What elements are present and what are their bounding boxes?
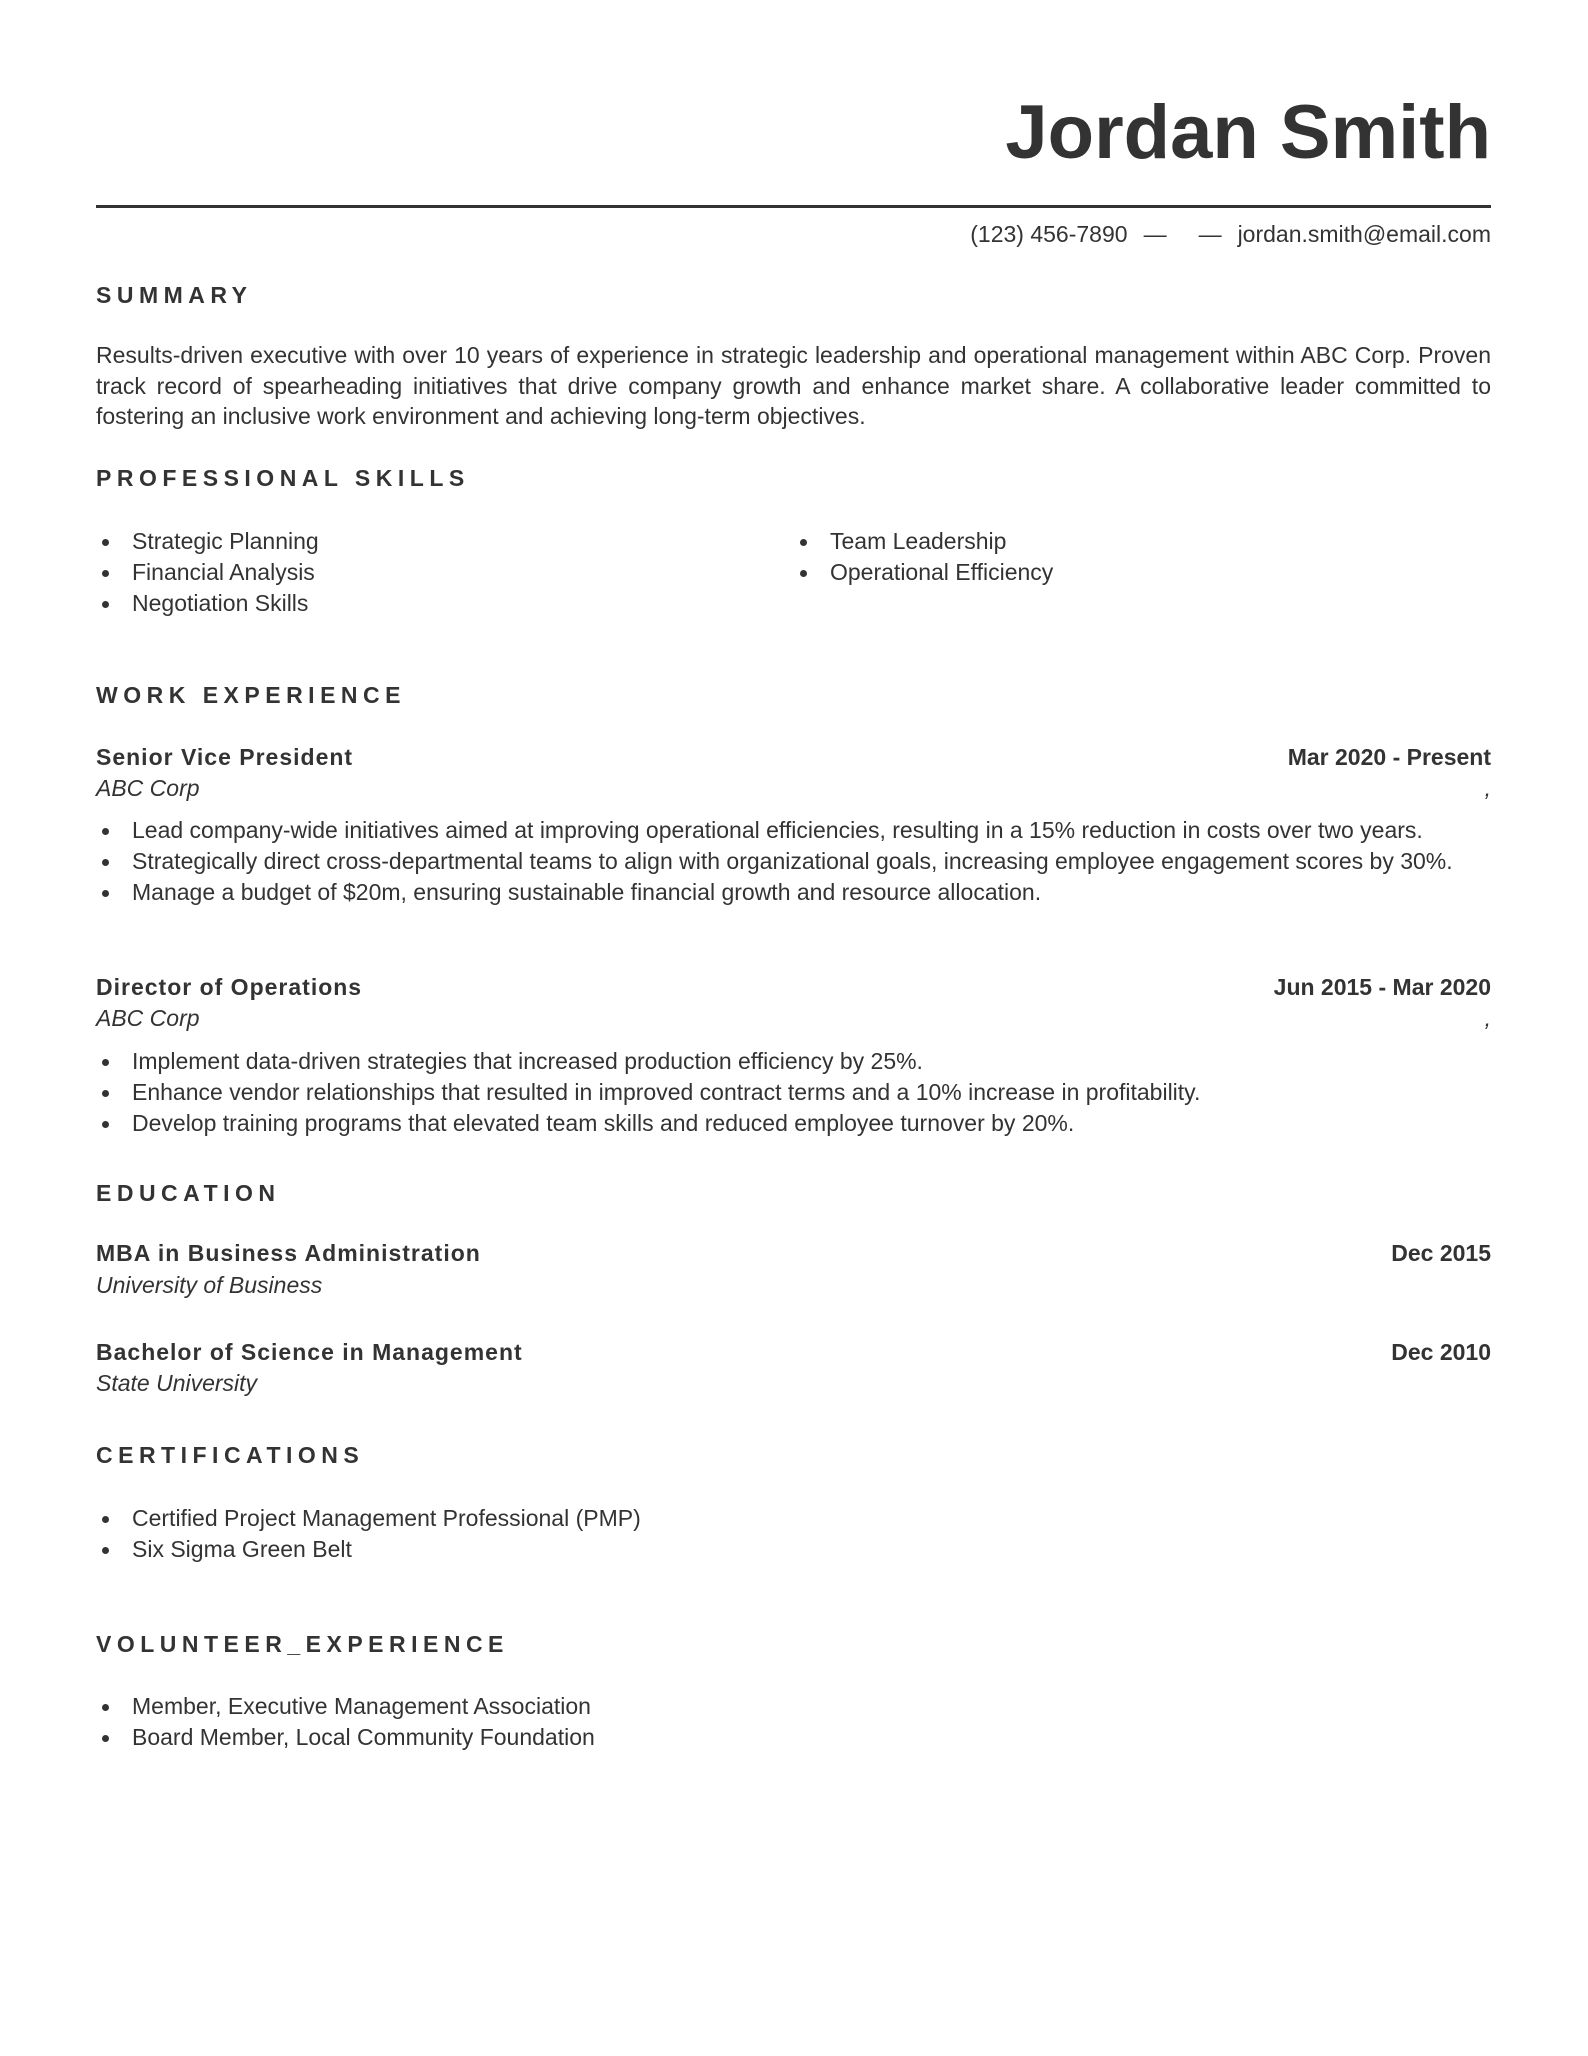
volunteer-item [96, 1722, 1491, 1753]
phone-number: (123) 456-7890 [970, 221, 1128, 247]
graduation-date: Dec 2015 [1391, 1240, 1491, 1266]
job-bullet [96, 1046, 1491, 1077]
education-subheader [96, 1270, 1491, 1300]
school-name: State University [96, 1370, 258, 1396]
job-dates: Mar 2020 - Present [1287, 744, 1491, 770]
education-subheader [96, 1368, 1491, 1398]
company-name: ABC Corp [96, 1005, 200, 1031]
skill-item [96, 557, 776, 588]
section-heading-volunteer: VOLUNTEER_EXPERIENCE [96, 1631, 509, 1657]
volunteer-item [96, 1691, 1491, 1722]
candidate-name: Jordan Smith [1005, 90, 1491, 175]
bullet-text: Manage a budget of $20m, ensuring sustainable financial growth and resource allocation. [132, 879, 1042, 905]
bullet-icon [102, 828, 109, 835]
education-header [96, 1337, 1491, 1367]
contact-line [970, 220, 1491, 248]
bullet-icon [800, 570, 807, 577]
job-bullet [96, 877, 1491, 908]
bullet-icon [102, 1735, 109, 1742]
graduation-date: Dec 2010 [1391, 1339, 1491, 1365]
degree-name: Bachelor of Science in Management [96, 1339, 523, 1365]
bullet-icon [102, 539, 109, 546]
email-address: jordan.smith@email.com [1237, 221, 1491, 247]
skill-item [96, 526, 776, 557]
contact-separator: — [1198, 221, 1222, 247]
skill-label: Strategic Planning [132, 528, 319, 554]
education-header [96, 1238, 1491, 1268]
section-heading-certifications: CERTIFICATIONS [96, 1442, 365, 1468]
skill-label: Negotiation Skills [132, 590, 309, 616]
job-dates: Jun 2015 - Mar 2020 [1273, 974, 1491, 1000]
bullet-icon [102, 1059, 109, 1066]
bullet-icon [102, 1516, 109, 1523]
bullet-text: Implement data-driven strategies that increased production efficiency by 25%. [132, 1048, 923, 1074]
job-title: Senior Vice President [96, 744, 354, 770]
skill-label: Team Leadership [830, 528, 1007, 554]
job-bullets [96, 815, 1491, 908]
bullet-icon [102, 570, 109, 577]
volunteer-label: Board Member, Local Community Foundation [132, 1724, 595, 1750]
job-subheader [96, 1003, 1491, 1033]
bullet-text: Enhance vendor relationships that resulted in improved contract terms and a 10% increase in profitability. [132, 1079, 1201, 1105]
bullet-text: Lead company-wide initiatives aimed at improving operational efficiencies, resulting in a 15% reduction in costs over two years. [132, 817, 1423, 843]
bullet-text: Develop training programs that elevated team skills and reduced employee turnover by 20%. [132, 1110, 1075, 1136]
summary-text: Results-driven executive with over 10 years of experience in strategic leadership and operational management within ABC Corp. Proven track record of spearheading initiatives that drive company growth and enhance market share. A collaborative leader committed to fostering an inclusive work environment and achieving long-term objectives. [96, 342, 1491, 429]
job-bullet [96, 1077, 1491, 1108]
header-divider [96, 205, 1491, 208]
job-bullet [96, 815, 1491, 846]
skill-item [794, 557, 1474, 588]
bullet-text: Strategically direct cross-departmental teams to align with organizational goals, increasing employee engagement scores by 30%. [132, 848, 1453, 874]
bullet-icon [102, 1090, 109, 1097]
certifications-list [96, 1503, 1491, 1565]
skill-item [794, 526, 1474, 557]
section-heading-education: EDUCATION [96, 1180, 281, 1206]
skills-list-column-1 [96, 526, 776, 619]
certification-label: Certified Project Management Professional (PMP) [132, 1505, 641, 1531]
job-header [96, 742, 1491, 772]
job-title: Director of Operations [96, 974, 363, 1000]
bullet-icon [102, 890, 109, 897]
skill-label: Operational Efficiency [830, 559, 1054, 585]
section-heading-skills: PROFESSIONAL SKILLS [96, 465, 470, 491]
contact-separator: — [1143, 221, 1167, 247]
job-header [96, 972, 1491, 1002]
company-name: ABC Corp [96, 775, 200, 801]
skill-item [96, 588, 776, 619]
school-name: University of Business [96, 1272, 323, 1298]
volunteer-list [96, 1691, 1491, 1753]
bullet-icon [102, 1121, 109, 1128]
job-location: , [1484, 775, 1491, 801]
section-heading-summary: SUMMARY [96, 282, 253, 308]
certification-label: Six Sigma Green Belt [132, 1536, 352, 1562]
skill-label: Financial Analysis [132, 559, 315, 585]
bullet-icon [102, 859, 109, 866]
skills-list-column-2 [794, 526, 1474, 588]
volunteer-label: Member, Executive Management Association [132, 1693, 591, 1719]
job-bullets [96, 1046, 1491, 1139]
section-heading-work: WORK EXPERIENCE [96, 682, 406, 708]
job-bullet [96, 846, 1491, 877]
certification-item [96, 1503, 1491, 1534]
bullet-icon [102, 601, 109, 608]
degree-name: MBA in Business Administration [96, 1240, 481, 1266]
certification-item [96, 1534, 1491, 1565]
bullet-icon [102, 1547, 109, 1554]
job-location: , [1484, 1005, 1491, 1031]
job-subheader [96, 773, 1491, 803]
bullet-icon [102, 1704, 109, 1711]
job-bullet [96, 1108, 1491, 1139]
bullet-icon [800, 539, 807, 546]
